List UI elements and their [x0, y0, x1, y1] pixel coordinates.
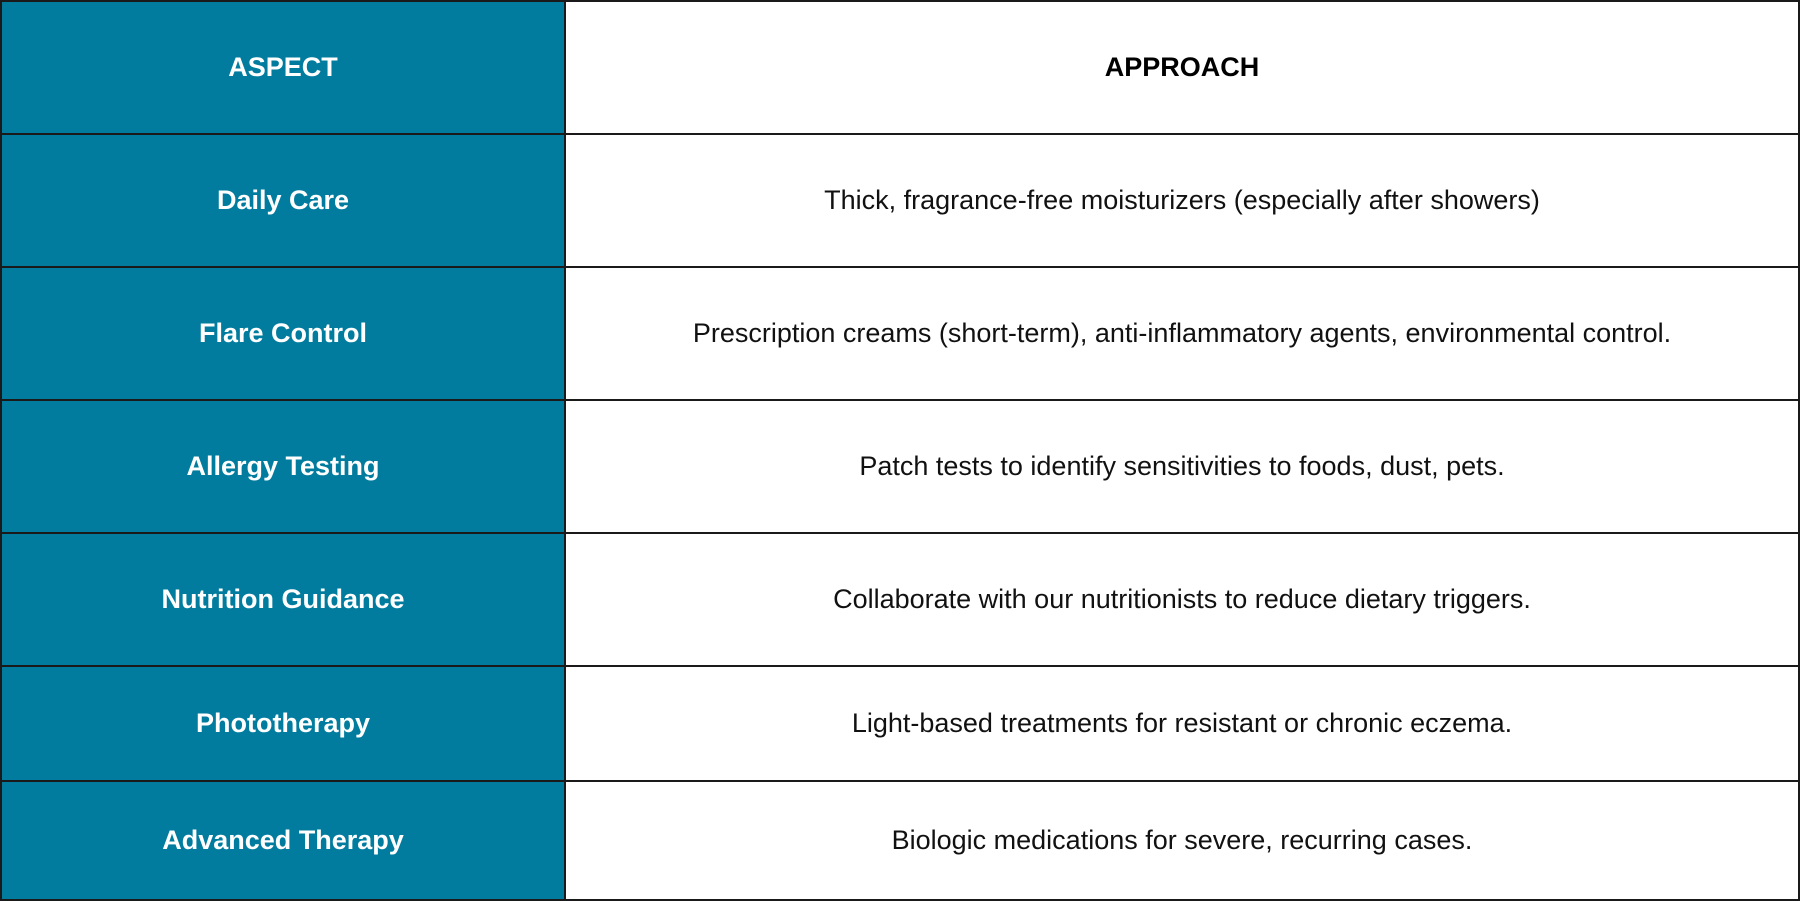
table-row: [1, 533, 1799, 666]
aspect-cell: Phototherapy: [1, 666, 565, 781]
table-row: [1, 400, 1799, 533]
header-aspect: ASPECT: [1, 1, 565, 134]
header-approach: APPROACH: [565, 1, 1799, 134]
table-row: [1, 781, 1799, 900]
approach-cell: Patch tests to identify sensitivities to foods, dust, pets.: [565, 400, 1799, 533]
table-row: [1, 666, 1799, 781]
aspect-cell: Advanced Therapy: [1, 781, 565, 900]
approach-cell: Light-based treatments for resistant or chronic eczema.: [565, 666, 1799, 781]
aspect-cell: Allergy Testing: [1, 400, 565, 533]
approach-cell: Collaborate with our nutritionists to reduce dietary triggers.: [565, 533, 1799, 666]
table-header-row: [1, 1, 1799, 134]
approach-cell: Biologic medications for severe, recurring cases.: [565, 781, 1799, 900]
approach-cell: Thick, fragrance-free moisturizers (especially after showers): [565, 134, 1799, 267]
table-row: [1, 134, 1799, 267]
aspect-cell: Flare Control: [1, 267, 565, 400]
approach-cell: Prescription creams (short-term), anti-inflammatory agents, environmental control.: [565, 267, 1799, 400]
aspect-cell: Nutrition Guidance: [1, 533, 565, 666]
table-row: [1, 267, 1799, 400]
aspect-cell: Daily Care: [1, 134, 565, 267]
